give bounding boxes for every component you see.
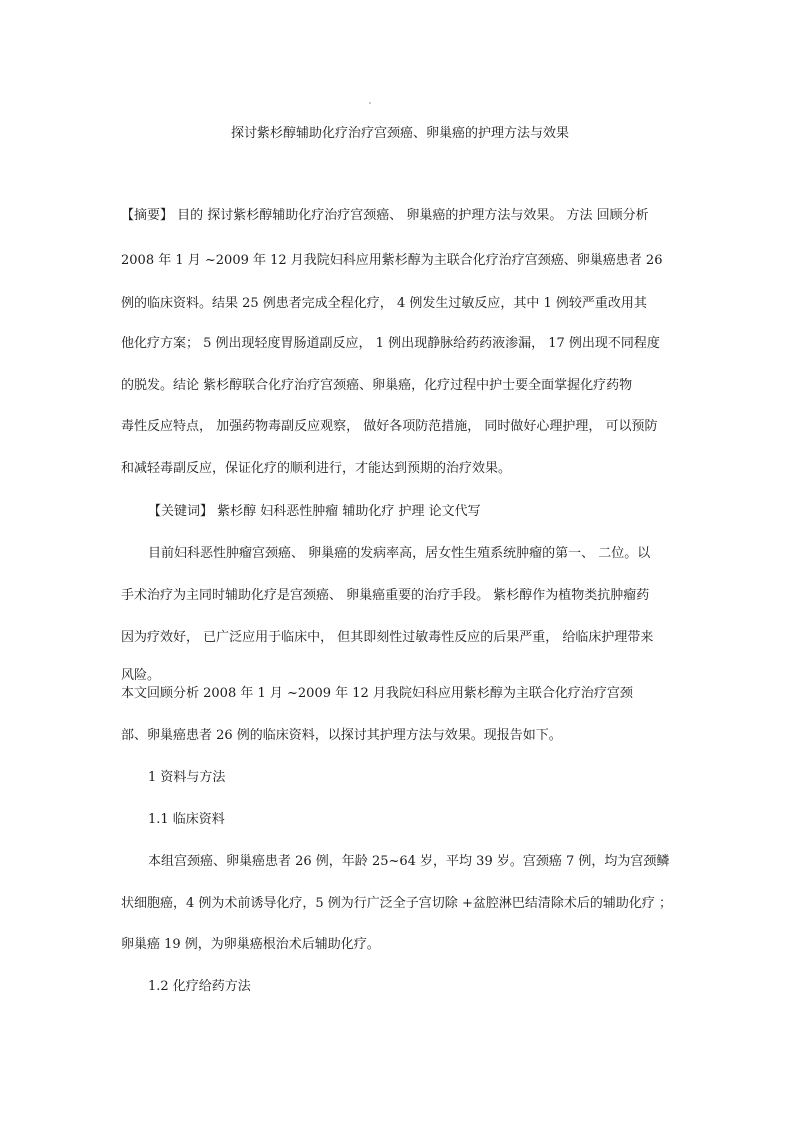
keywords-line: 【关键词】 紫杉醇 妇科恶性肿瘤 辅助化疗 护理 论文代写 xyxy=(148,504,481,519)
document-title: 探讨紫杉醇辅助化疗治疗宫颈癌、卵巢癌的护理方法与效果 xyxy=(230,126,569,141)
section-1-1-heading: 1.1 临床资料 xyxy=(148,812,225,827)
intro-line-4: 风险。 xyxy=(121,668,161,683)
intro-line-3: 因为疗效好， 已广泛应用于临床中， 但其即刻性过敏毒性反应的后果严重， 给临床护理带来 xyxy=(121,630,654,645)
section-1-1-line-1: 本组宫颈癌、卵巢癌患者 26 例，年龄 25~64 岁，平均 39 岁。宫颈癌 7 例，均为宫颈鳞 xyxy=(148,854,670,869)
section-1-2-heading: 1.2 化疗给药方法 xyxy=(148,979,251,994)
intro-line-1: 目前妇科恶性肿瘤宫颈癌、 卵巢癌的发病率高，居女性生殖系统肿瘤的第一、 二位。以 xyxy=(148,546,651,561)
abstract-line-2: 2008 年 1 月 ~2009 年 12 月我院妇科应用紫杉醇为主联合化疗治疗宫颈癌、卵巢癌患者 26 xyxy=(121,253,663,268)
stray-dot-mark xyxy=(369,102,371,104)
section-1-heading: 1 资料与方法 xyxy=(148,770,226,785)
abstract-line-7: 和减轻毒副反应，保证化疗的顺利进行，才能达到预期的治疗效果。 xyxy=(121,461,512,476)
abstract-line-6: 毒性反应特点， 加强药物毒副反应观察， 做好各项防范措施， 同时做好心理护理， 可以预防 xyxy=(121,419,658,434)
intro-line-2: 手术治疗为主同时辅助化疗是宫颈癌、 卵巢癌重要的治疗手段。 紫杉醇作为植物类抗肿瘤药 xyxy=(121,588,650,603)
abstract-line-3: 例的临床资料。结果 25 例患者完成全程化疗， 4 例发生过敏反应，其中 1 例较严重改用其 xyxy=(121,296,647,311)
abstract-line-1: 【摘要】 目的 探讨紫杉醇辅助化疗治疗宫颈癌、 卵巢癌的护理方法与效果。 方法 回顾分析 xyxy=(121,208,649,223)
abstract-line-5: 的脱发。结论 紫杉醇联合化疗治疗宫颈癌、卵巢癌，化疗过程中护士要全面掌握化疗药物 xyxy=(121,378,633,393)
intro-line-6: 部、卵巢癌患者 26 例的临床资料，以探讨其护理方法与效果。现报告如下。 xyxy=(121,728,562,743)
section-1-1-line-3: 卵巢癌 19 例，为卵巢癌根治术后辅助化疗。 xyxy=(121,937,380,952)
intro-line-5: 本文回顾分析 2008 年 1 月 ~2009 年 12 月我院妇科应用紫杉醇为主联合化疗治疗宫颈 xyxy=(121,686,633,701)
section-1-1-line-2: 状细胞癌，4 例为术前诱导化疗，5 例为行广泛全子宫切除 +盆腔淋巴结清除术后的辅助化疗 ； xyxy=(121,896,672,911)
abstract-line-4: 他化疗方案； 5 例出现轻度胃肠道副反应， 1 例出现静脉给药药液渗漏， 17 例出现不同程度 xyxy=(121,336,660,351)
